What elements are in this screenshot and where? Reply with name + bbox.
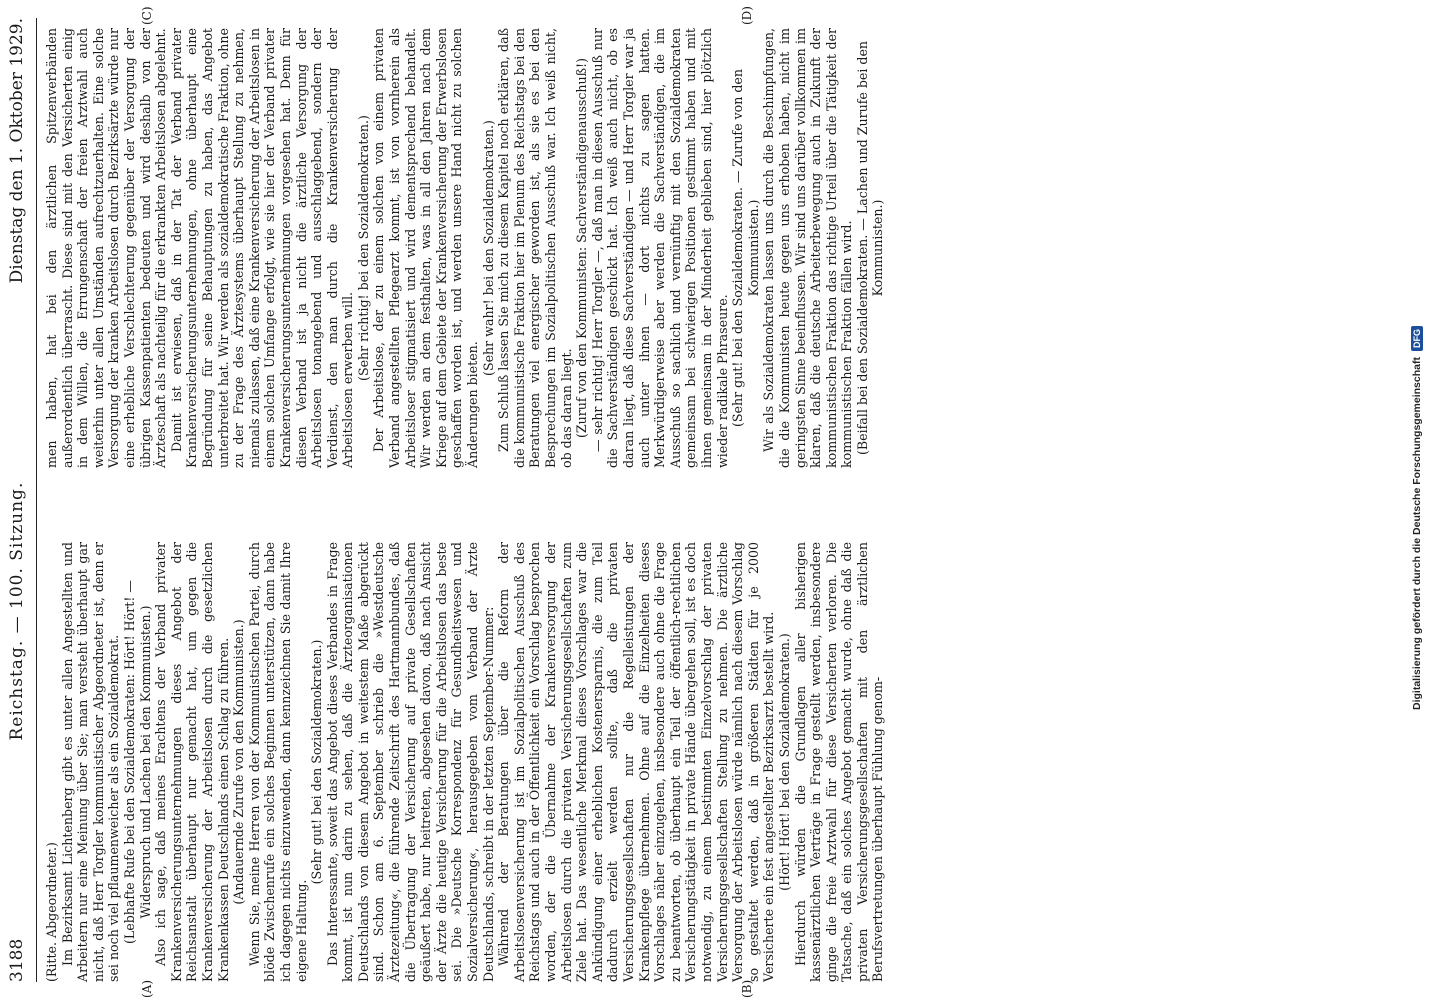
credit-text: Digitalisierung gefördert durch die Deutsche Forschungsgemeinschaft [1411,357,1423,710]
paragraph: — sehr richtig! Herr Torgler —, daß man in diesen Ausschuß nur die Sachverständigen geschickt hat. Ich weiß auch nicht, ob es daran liegt, daß diese Sachverständigen — und Herr Torgler war ja auch unter ihnen — dort nichts zu sagen hatten. Merkwürdigerweise aber werden die Sachverständigen, die im Ausschuß so sachlich und vernünftig mit den Sozialdemokraten gemeinsam bei schwierigen Positionen gestimmt haben und mit ihnen gemeinsam in der Minderheit geblieben sind, hier plötzlich wieder radikale Phraseure. [589,28,730,468]
parliamentary-remark: (Lebhafte Rufe bei den Sozialdemokraten: Hört! Hört! — Widerspruch und Lachen bei den Kommunisten.) [121,580,153,944]
parliamentary-remark: (Beifall bei den Sozialdemokraten. — Lachen und Zurufe bei den Kommunisten.) [854,40,886,456]
page-number: 3188 [7,938,27,982]
parliamentary-remark: (Sehr wahr! bei den Sozialdemokraten.) [480,120,496,376]
margin-label-d: (D) [740,6,754,25]
session-title: Reichstag. — 100. Sitzung. [7,481,27,741]
left-column [44,542,886,982]
paragraph: Das Interessante, soweit das Angebot dieses Verbandes in Frage kommt, ist nun darin zu sehen, daß die Ärzteorganisationen Deutschlands von diesem Angebot in weitestem Maße abgerückt sind. Schon am 6. September schrieb die »Westdeutsche Ärztezeitung«, die führende Zeitschrift des Hartmannbundes, daß die Übertragung der Versicherung auf private Gesellschaften geäußert habe, nur heitreten, abgesehen davon, daß nach Ansicht der Ärzte die heutige Versicherung für die Arbeitslosen das beste sei. Die »Deutsche Korrespondenz für Gesundheitswesen und Sozialversicherung«, herausgegeben vom Verband der Ärzte Deutschlands, schreibt in der letzten September-Nummer: [324,542,496,982]
right-column [44,28,886,468]
paragraph: Wenn Sie, meine Herren von der Kommunistischen Partei, durch blöde Zwischenrufe ein solches Beginnen unterstützen, dann habe ich dagegen nichts einzuwenden, dann kennzeichnen Sie damit Ihre eigene Haltung. [246,542,309,982]
page-header [0,18,34,982]
paragraph: Wir als Sozialdemokraten lassen uns durch die Beschimpfungen, die die Kommunisten heute gegen uns erhoben haben, nicht im geringsten Sinne beeinflussen. Wir sind uns darüber vollkommen im klaren, daß die deutsche Arbeiterbewegung auch in Zukunft der kommunistischen Fraktion das richtige Urteil über die Tätigkeit der kommunistischen Fraktion fällen wird. [761,28,855,468]
paragraph: Während der Beratungen über die Reform der Arbeitslosenversicherung ist im Sozialpolitischen Ausschuß des Reichstags und auch in der Öffentlichkeit ein Vorschlag besprochen worden, der die Übernahme der Krankenversorgung der Arbeitslosen durch die privaten Versicherungsgesellschaften zum Ziele hat. Das wesentliche Merkmal dieses Vorschlages war die Ankündigung einer erheblichen Kostenersparnis, die zum Teil dadurch erzielt werden sollte, daß die privaten Versicherungsgesellschaften nur die Regelleistungen der Krankenpflege übernehmen. Ohne auf die Einzelheiten dieses Vorschlages näher einzugehen, insbesondere auch ohne die Frage zu beantworten, ob überhaupt ein Teil der öffentlich-rechtlichen Versicherungstätigkeit in private Hände übergehen soll, ist es doch notwendig, zu einem bestimmten Einzelvorschlag der privaten Versicherungsgesellschaften Stellung zu nehmen. Die ärztliche Versorgung der Arbeitslosen würde nämlich nach diesem Vorschlag so gestaltet werden, daß in größeren Städten für je 2000 Versicherte ein fest angestellter Bezirksarzt bestellt wird. [496,542,777,982]
session-date: Dienstag den 1. Oktober 1929. [7,18,27,284]
dfg-logo: DFG [1411,326,1423,351]
margin-label-c: (C) [140,6,154,25]
parliamentary-remark: (Andauernde Zurufe von den Kommunisten.) [231,619,247,905]
margin-label-b: (B) [740,979,754,998]
paragraph: (Ritte. Abgeordneter.) [44,842,59,982]
parliamentary-remark: (Zuruf von den Kommunisten: Sachverständigenausschuß!) [574,57,590,439]
paragraph: Im Bezirksamt Lichtenberg gibt es unter allen Angestellten und Arbeitern nur eine Meinung über Sie; man versteht überhaupt gar nicht, daß Herr Torgler kommunistischer Abgeordneter ist, denn er sei noch viel pflaumenweicher als ein Sozialdemokrat. [59,542,122,982]
paragraph: Der Arbeitslose, der zu einem solchen von einem privaten Verband angestellten Pflegearzt kommt, ist von vornherein als Arbeitsloser stigmatisiert und wird dementsprechend behandelt. Wir werden an dem festhalten, was in all den Jahren nach dem Kriege auf dem Gebiete der Krankenversicherung der Erwerbslosen geschaffen worden ist, und werden unsere Hand nicht zu solchen Änderungen bieten. [371,28,481,468]
paragraph: Hierdurch würden die Grundlagen aller bisherigen kassenärztlichen Verträge in Frage gestellt werden, insbesondere ginge die freie Arztwahl für diese Versicherten verloren. Die Tatsache, daß ein solches Angebot gemacht wurde, ohne daß die privaten Versicherungsgesellschaften mit den ärztlichen Berufsvertretungen überhaupt Fühlung genom- [792,542,886,982]
parliamentary-remark: (Sehr gut! bei den Sozialdemokraten. — Zurufe von den Kommunisten.) [730,69,761,427]
parliamentary-remark: (Hört! Hört! bei den Sozialdemokraten.) [776,633,792,891]
digitization-credit [1405,10,1429,910]
paragraph: Damit ist erwiesen, daß in der Tat der Verband privater Krankenversicherungsunternehmungen, ohne überhaupt eine Begründung für seine Behauptungen zu haben, das Angebot unterbreitet hat. Wir werden als sozialdemokratische Fraktion, ohne zu der Frage des Ärztesystems überhaupt Stellung zu nehmen, niemals zulassen, daß eine Krankenversicherung der Arbeitslosen in einem solchen Umfange erfolgt, wie sie hier der Verband privater Krankenversicherungsunternehmungen vorgesehen hat. Denn für diesen Verband ist ja nicht die ärztliche Versorgung der Arbeitslosen tonangebend und ausschlaggebend, sondern der Verdienst, den man durch die Krankenversicherung der Arbeitslosen erwerben will. [168,28,356,468]
paragraph: Also ich sage, daß meines Erachtens der Verband privater Krankenversicherungsunternehmungen dieses Angebot der Reichsanstalt überhaupt nur gemacht hat, um gegen die Krankenversicherung der Arbeitslosen durch die gesetzlichen Krankenkassen Deutschlands einen Schlag zu führen. [153,542,231,982]
paragraph: men haben, hat bei den ärztlichen Spitzenverbänden außerordentlich überrascht. Diese sind mit den Versicherten einig in dem Willen, die Errungenschaft der freien Arztwahl auch weiterhin unter allen Umständen aufrechtzuerhalten. Eine solche Versorgung der kranken Arbeitslosen durch Bezirksärzte würde nur eine erhebliche Verschlechterung gegenüber der Versorgung der übrigen Kassenpatienten bedeuten und wird deshalb von der Ärzteschaft als nachteilig für die erkrankten Arbeitslosen abgelehnt. [44,28,169,468]
header-rule [36,18,37,982]
paragraph: Zum Schluß lassen Sie mich zu diesem Kapitel noch erklären, daß die kommunistische Fraktion hier im Plenum des Reichstags bei den Beratungen viel energischer geworden ist, als sie es bei den Besprechungen im Sozialpolitischen Ausschuß war. Ich weiß nicht, ob das daran liegt. [496,28,574,468]
margin-label-a: (A) [140,979,154,998]
parliamentary-remark: (Sehr gut! bei den Sozialdemokraten.) [309,639,325,885]
parliamentary-remark: (Sehr richtig! bei den Sozialdemokraten.) [355,115,371,381]
